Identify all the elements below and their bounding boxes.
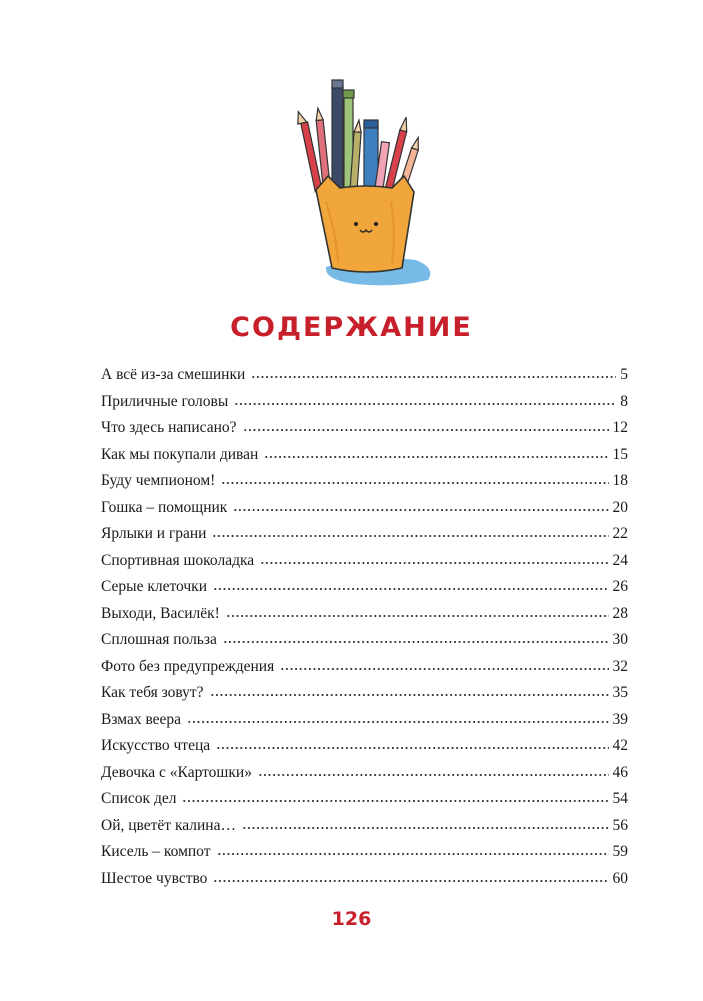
toc-entry (101, 707, 628, 734)
toc-entry-page: 42 (612, 737, 628, 754)
toc-entry-page: 26 (612, 578, 628, 595)
toc-entry-page: 60 (612, 869, 628, 887)
dot-leader (212, 534, 608, 538)
dot-leader (217, 852, 609, 856)
toc-entry (101, 839, 628, 866)
toc-entry (101, 574, 628, 601)
toc-entry-title: Взмах веера (101, 710, 182, 728)
toc-entry-title: Ой, цветёт калина… (101, 816, 236, 834)
dot-leader (187, 720, 608, 724)
toc-entry (101, 601, 628, 628)
toc-entry-title: Список дел (101, 790, 177, 807)
toc-entry (101, 813, 628, 840)
dot-leader (280, 667, 608, 671)
toc-entry (101, 495, 628, 522)
dot-leader (243, 428, 609, 432)
toc-entry (101, 654, 628, 681)
toc-entry-title: Буду чемпионом! (101, 472, 216, 489)
toc-entry-page: 32 (612, 657, 628, 675)
toc-entry (101, 733, 628, 760)
toc-entry-page: 5 (620, 366, 628, 383)
table-of-contents (101, 362, 628, 892)
toc-entry-title: Гошка – помощник (101, 498, 228, 516)
toc-entry-page: 22 (612, 525, 628, 542)
toc-entry-title: Приличные головы (101, 392, 229, 410)
toc-entry (101, 442, 628, 469)
toc-entry (101, 627, 628, 654)
toc-entry-title: Кисель – компот (101, 843, 211, 860)
toc-entry (101, 548, 628, 575)
dot-leader (182, 799, 608, 803)
toc-entry-page: 20 (612, 498, 628, 516)
toc-entry (101, 786, 628, 813)
toc-entry (101, 362, 628, 389)
dot-leader (216, 746, 608, 750)
toc-entry-page: 15 (612, 445, 628, 463)
toc-entry-title: Выходи, Василёк! (101, 604, 220, 622)
toc-entry-title: Фото без предупреждения (101, 657, 275, 675)
dot-leader (213, 587, 608, 591)
toc-entry (101, 415, 628, 442)
dot-leader (213, 879, 608, 883)
toc-entry-title: Серые клеточки (101, 578, 208, 595)
toc-entry-page: 56 (612, 816, 628, 834)
toc-entry-title: Как тебя зовут? (101, 684, 204, 701)
toc-entry (101, 680, 628, 707)
toc-entry (101, 389, 628, 416)
toc-entry-page: 39 (612, 710, 628, 728)
dot-leader (251, 375, 616, 379)
dot-leader (264, 455, 608, 459)
toc-entry-page: 35 (612, 684, 628, 701)
dot-leader (242, 826, 609, 830)
dot-leader (234, 402, 616, 406)
toc-entry-title: Спортивная шоколадка (101, 551, 255, 569)
dot-leader (233, 508, 608, 512)
toc-entry-page: 46 (612, 763, 628, 781)
toc-entry (101, 760, 628, 787)
dot-leader (258, 773, 609, 777)
toc-entry-title: А всё из-за смешинки (101, 366, 246, 383)
toc-entry-page: 54 (612, 790, 628, 807)
cat-cup (316, 176, 414, 272)
toc-entry-title: Искусство чтеца (101, 737, 211, 754)
toc-entry-page: 28 (612, 604, 628, 622)
page-title: СОДЕРЖАНИЕ (230, 312, 473, 343)
toc-entry (101, 521, 628, 548)
toc-entry-page: 30 (612, 631, 628, 648)
toc-entry-title: Шестое чувство (101, 869, 208, 887)
toc-entry (101, 468, 628, 495)
dot-leader (221, 481, 608, 485)
toc-entry-title: Сплошная польза (101, 631, 217, 648)
pencil-cup-illustration (296, 72, 442, 294)
toc-entry-page: 8 (620, 392, 628, 410)
dot-leader (210, 693, 609, 697)
toc-entry (101, 866, 628, 893)
toc-entry-title: Ярлыки и грани (101, 525, 207, 542)
toc-entry-page: 12 (612, 419, 628, 436)
toc-entry-title: Девочка с «Картошки» (101, 763, 252, 781)
dot-leader (223, 640, 609, 644)
toc-entry-page: 59 (612, 843, 628, 860)
toc-entry-page: 24 (612, 551, 628, 569)
dot-leader (226, 614, 609, 618)
page-number: 126 (331, 908, 372, 930)
dot-leader (260, 561, 608, 565)
toc-entry-title: Как мы покупали диван (101, 445, 259, 463)
toc-entry-title: Что здесь написано? (101, 419, 237, 436)
toc-entry-page: 18 (612, 472, 628, 489)
